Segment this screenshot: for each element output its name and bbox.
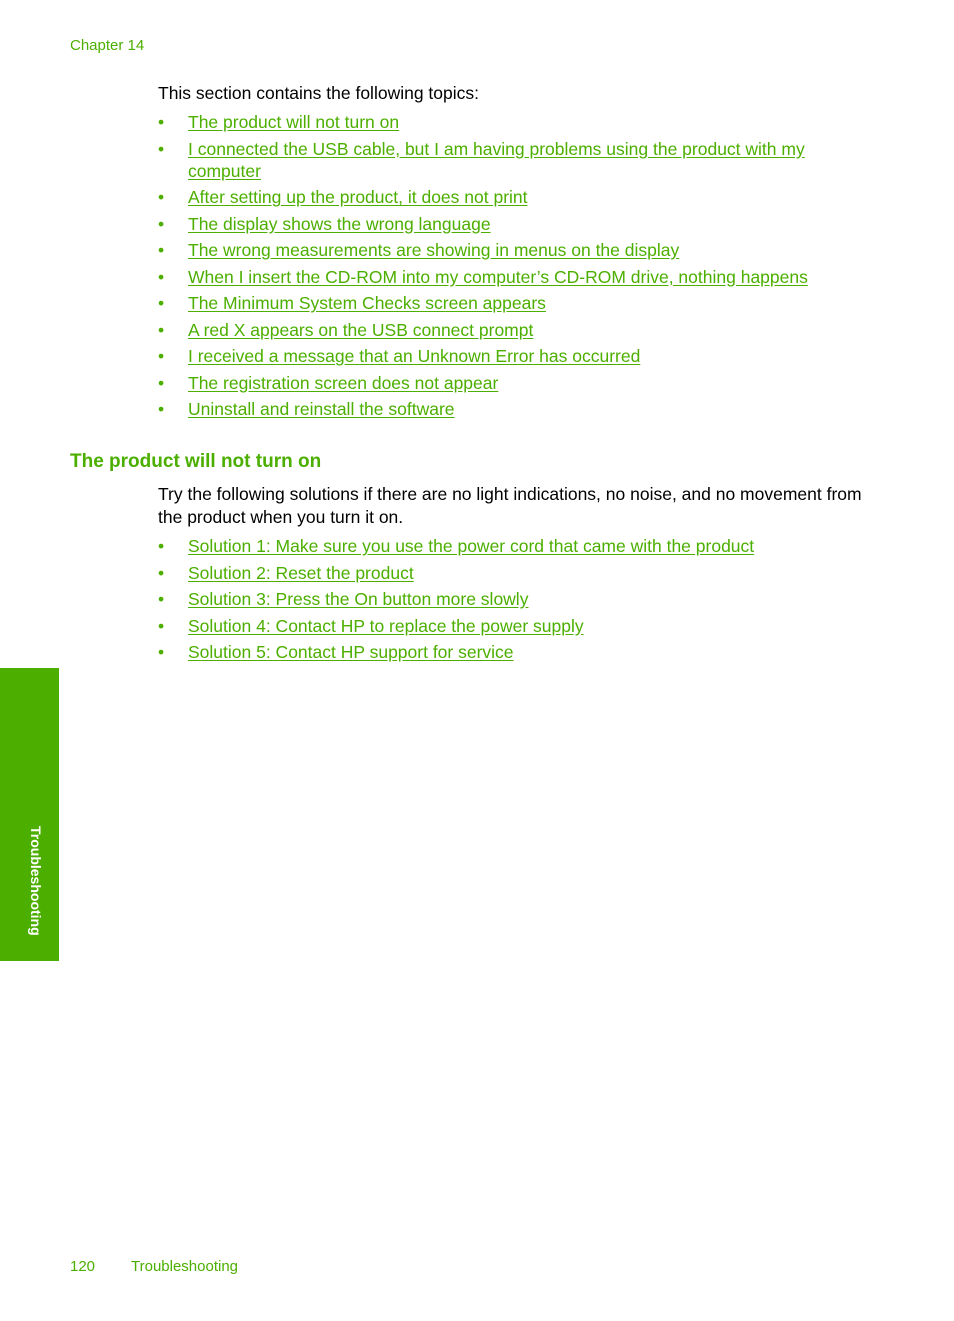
side-tab-label: Troubleshooting	[28, 826, 44, 936]
list-item	[158, 535, 858, 557]
solution-link[interactable]: Solution 3: Press the On button more slowly	[188, 589, 529, 609]
bullet-icon: •	[158, 399, 165, 419]
list-item	[158, 588, 858, 610]
list-item	[158, 398, 858, 420]
list-item	[158, 111, 858, 133]
list-item	[158, 615, 858, 637]
list-item	[158, 641, 858, 663]
topic-link[interactable]: The Minimum System Checks screen appears	[188, 293, 546, 313]
topic-link[interactable]: When I insert the CD-ROM into my computer’s CD-ROM drive, nothing happens	[188, 266, 808, 287]
section-body: Try the following solutions if there are no light indications, no noise, and no movement from the product when you turn it on.	[158, 484, 862, 527]
bullet-icon: •	[158, 562, 165, 583]
bullet-icon: •	[158, 138, 165, 159]
list-item	[158, 345, 858, 367]
topic-link[interactable]: The display shows the wrong language	[188, 213, 491, 234]
list-item	[158, 213, 858, 235]
topic-link[interactable]: After setting up the product, it does not print	[188, 187, 528, 207]
topic-link[interactable]: Uninstall and reinstall the software	[188, 399, 455, 419]
solution-link[interactable]: Solution 4: Contact HP to replace the power supply	[188, 615, 584, 636]
topic-link[interactable]: The wrong measurements are showing in menus on the display	[188, 240, 680, 260]
topic-link[interactable]: The registration screen does not appear	[188, 372, 499, 393]
topic-link[interactable]: I received a message that an Unknown Error has occurred	[188, 346, 641, 366]
footer-title: Troubleshooting	[131, 1258, 239, 1275]
bullet-icon: •	[158, 536, 165, 556]
list-item	[158, 292, 858, 314]
chapter-label: Chapter 14	[70, 37, 145, 54]
topics-list	[158, 111, 858, 425]
bullet-icon: •	[158, 266, 165, 287]
list-item	[158, 372, 858, 394]
solution-link[interactable]: Solution 5: Contact HP support for service	[188, 642, 514, 662]
list-item	[158, 138, 858, 182]
list-item	[158, 266, 858, 288]
list-item	[158, 562, 858, 584]
bullet-icon: •	[158, 213, 165, 234]
bullet-icon: •	[158, 319, 165, 340]
bullet-icon: •	[158, 187, 165, 207]
bullet-icon: •	[158, 293, 165, 313]
bullet-icon: •	[158, 112, 165, 132]
list-item	[158, 239, 858, 261]
list-item	[158, 186, 858, 208]
topic-link[interactable]: The product will not turn on	[188, 112, 400, 132]
solution-link[interactable]: Solution 2: Reset the product	[188, 562, 414, 583]
section-heading: The product will not turn on	[70, 451, 322, 472]
list-item	[158, 319, 858, 341]
bullet-icon: •	[158, 346, 165, 366]
topic-link[interactable]: I connected the USB cable, but I am having problems using the product with my computer	[188, 138, 805, 181]
solution-link[interactable]: Solution 1: Make sure you use the power cord that came with the product	[188, 536, 755, 556]
bullet-icon: •	[158, 615, 165, 636]
intro-text: This section contains the following topics:	[158, 83, 479, 103]
solutions-list	[158, 535, 858, 668]
bullet-icon: •	[158, 589, 165, 609]
bullet-icon: •	[158, 642, 165, 662]
bullet-icon: •	[158, 240, 165, 260]
topic-link[interactable]: A red X appears on the USB connect prompt	[188, 319, 534, 340]
page-number: 120	[70, 1258, 96, 1275]
bullet-icon: •	[158, 372, 165, 393]
